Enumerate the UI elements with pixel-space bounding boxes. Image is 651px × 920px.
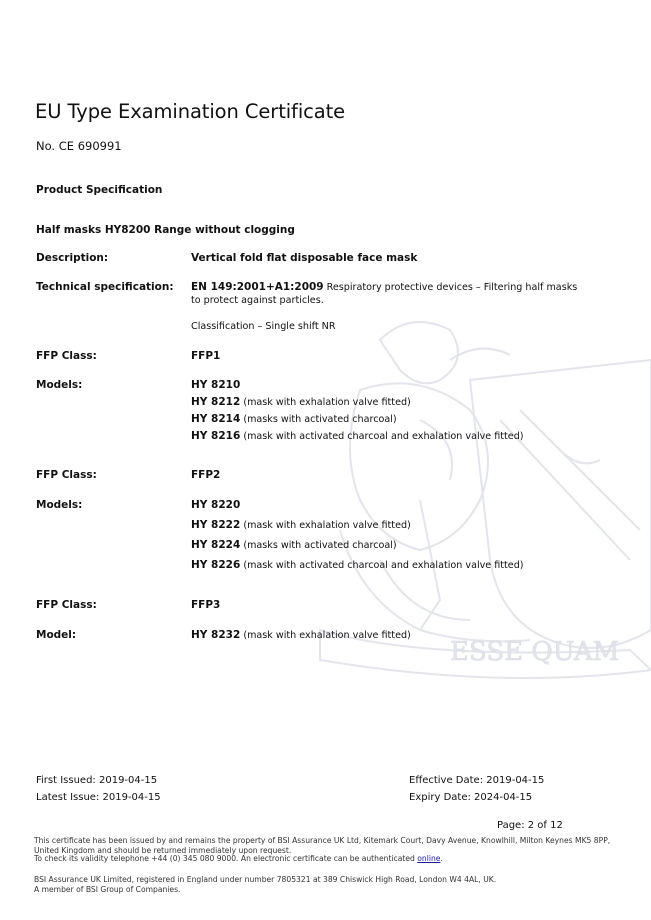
model-line — [191, 629, 411, 641]
model-desc: (mask with activated charcoal and exhalation valve fitted) — [240, 560, 524, 571]
expiry-date: Expiry Date: 2024-04-15 — [409, 792, 533, 803]
model-line — [191, 413, 397, 425]
legal-ownership: This certificate has been issued by and remains the property of BSI Assurance UK Ltd, Kitemark Court, Davy Avenue, Knowlhill, Milton Keynes MK5 8PP, United Kingdom and should be returned immediately upon request. — [34, 836, 611, 855]
effective-date: Effective Date: 2019-04-15 — [409, 775, 545, 786]
model-code: HY 8216 — [191, 430, 241, 442]
description-value: Vertical fold flat disposable face mask — [191, 252, 418, 264]
model-code: HY 8232 — [191, 629, 241, 641]
model-code: HY 8226 — [191, 559, 241, 571]
ffp-class-label: FFP Class: — [36, 599, 97, 611]
page-title: EU Type Examination Certificate — [35, 100, 346, 123]
model-line — [191, 379, 240, 391]
model-line — [191, 539, 397, 551]
description-label: Description: — [36, 252, 109, 264]
legal-registration: BSI Assurance UK Limited, registered in England under number 7805321 at 389 Chiswick High Road, London W4 4AL, UK. — [34, 875, 497, 884]
model-code: HY 8224 — [191, 539, 241, 551]
model-line — [191, 519, 411, 531]
ffp-class-value: FFP2 — [191, 469, 221, 481]
models-label: Model: — [36, 629, 77, 641]
first-issued: First Issued: 2019-04-15 — [36, 775, 158, 786]
models-label: Models: — [36, 499, 83, 511]
model-desc: (mask with exhalation valve fitted) — [240, 397, 411, 408]
model-desc: (masks with activated charcoal) — [240, 540, 397, 551]
certificate-number: No. CE 690991 — [36, 139, 122, 153]
page-number: Page: 2 of 12 — [497, 820, 563, 831]
technical-label: Technical specification: — [36, 281, 174, 293]
watermark-motto: ESSE QUAM — [450, 637, 620, 667]
standard-code: EN 149:2001+A1:2009 — [191, 281, 324, 293]
model-line — [191, 559, 524, 571]
model-line — [191, 499, 240, 511]
model-line — [191, 396, 411, 408]
ffp-class-value: FFP1 — [191, 350, 221, 362]
model-code: HY 8214 — [191, 413, 241, 425]
model-code: HY 8210 — [191, 379, 241, 391]
ffp-class-label: FFP Class: — [36, 469, 97, 481]
model-code: HY 8220 — [191, 499, 241, 511]
model-desc: (mask with exhalation valve fitted) — [240, 630, 411, 641]
model-desc: (masks with activated charcoal) — [240, 414, 397, 425]
online-link[interactable]: online — [417, 854, 441, 863]
technical-line-2: to protect against particles. — [191, 295, 324, 306]
technical-line-1 — [191, 281, 577, 293]
model-desc: (mask with activated charcoal and exhalation valve fitted) — [240, 431, 524, 442]
legal-validity-text: To check its validity telephone +44 (0) 345 080 9000. An electronic certificate can be authenticated — [34, 854, 418, 863]
model-code: HY 8212 — [191, 396, 241, 408]
technical-text-1: Respiratory protective devices – Filtering half masks — [323, 282, 578, 293]
legal-validity — [34, 854, 624, 864]
model-desc: (mask with exhalation valve fitted) — [240, 520, 411, 531]
ffp-class-value: FFP3 — [191, 599, 221, 611]
product-heading: Half masks HY8200 Range without clogging — [36, 224, 295, 236]
models-label: Models: — [36, 379, 83, 391]
legal-validity-suffix: . — [440, 854, 443, 863]
latest-issue: Latest Issue: 2019-04-15 — [36, 792, 161, 803]
ffp-class-label: FFP Class: — [36, 350, 97, 362]
classification: Classification – Single shift NR — [191, 321, 336, 332]
legal-member: A member of BSI Group of Companies. — [34, 885, 181, 894]
section-heading: Product Specification — [36, 184, 163, 196]
model-code: HY 8222 — [191, 519, 241, 531]
model-line — [191, 430, 524, 442]
